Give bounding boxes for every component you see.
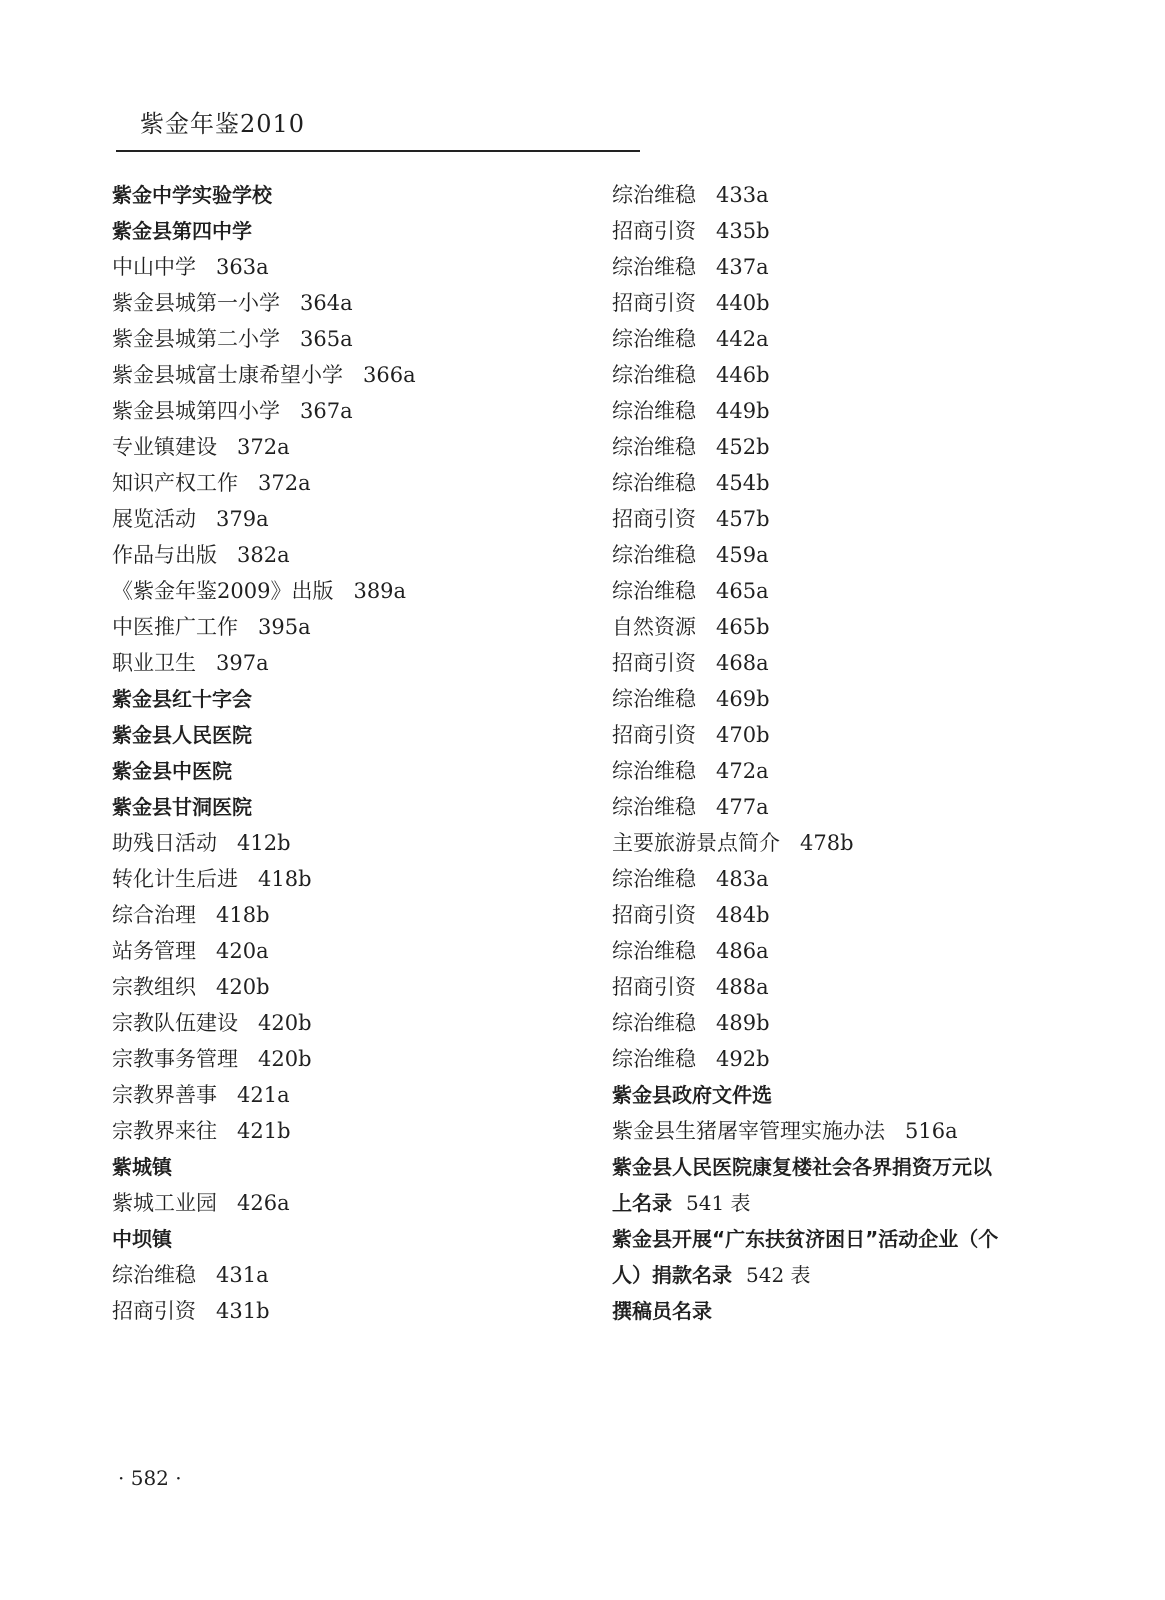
entry-page: 446b bbox=[716, 363, 770, 387]
entry-page: 379a bbox=[216, 507, 269, 531]
index-entry bbox=[612, 645, 1072, 681]
index-entry bbox=[112, 1293, 582, 1329]
entry-page: 541 表 bbox=[686, 1191, 751, 1215]
index-entry bbox=[112, 429, 582, 465]
entry-page: 431a bbox=[216, 1263, 269, 1287]
entry-page: 492b bbox=[716, 1047, 770, 1071]
entry-page: 412b bbox=[237, 831, 291, 855]
entry-page: 465a bbox=[716, 579, 769, 603]
entry-title: 紫金县城第一小学 bbox=[112, 291, 280, 315]
index-entry bbox=[612, 825, 1072, 861]
entry-page: 395a bbox=[258, 615, 311, 639]
entry-title: 宗教界善事 bbox=[112, 1083, 217, 1107]
entry-title: 宗教队伍建设 bbox=[112, 1011, 238, 1035]
index-heading bbox=[112, 681, 582, 717]
entry-page: 420b bbox=[216, 975, 270, 999]
entry-title: 助残日活动 bbox=[112, 831, 217, 855]
entry-page: 372a bbox=[237, 435, 290, 459]
entry-title: 招商引资 bbox=[612, 975, 696, 999]
entry-page: 365a bbox=[300, 327, 353, 351]
entry-page: 483a bbox=[716, 867, 769, 891]
entry-page: 418b bbox=[216, 903, 270, 927]
index-heading bbox=[612, 1293, 1072, 1329]
entry-page: 367a bbox=[300, 399, 353, 423]
entry-title: 宗教界来往 bbox=[112, 1119, 217, 1143]
index-entry bbox=[112, 861, 582, 897]
entry-title: 宗教组织 bbox=[112, 975, 196, 999]
entry-title: 综合治理 bbox=[112, 903, 196, 927]
index-entry bbox=[612, 285, 1072, 321]
index-entry bbox=[612, 1041, 1072, 1077]
entry-title: 招商引资 bbox=[612, 219, 696, 243]
entry-title: 撰稿员名录 bbox=[612, 1299, 712, 1323]
entry-title: 作品与出版 bbox=[112, 543, 217, 567]
entry-page: 364a bbox=[300, 291, 353, 315]
index-entry bbox=[612, 861, 1072, 897]
index-entry bbox=[612, 321, 1072, 357]
entry-page: 433a bbox=[716, 183, 769, 207]
index-entry bbox=[112, 897, 582, 933]
entry-page: 382a bbox=[237, 543, 290, 567]
entry-title-line2: 人）捐款名录 bbox=[612, 1263, 732, 1287]
index-entry bbox=[612, 393, 1072, 429]
entry-page: 454b bbox=[716, 471, 770, 495]
entry-title: 综治维稳 bbox=[612, 1011, 696, 1035]
index-entry bbox=[612, 969, 1072, 1005]
index-entry bbox=[112, 1005, 582, 1041]
entry-title-line1: 紫金县开展“广东扶贫济困日”活动企业（个 bbox=[612, 1227, 999, 1251]
index-entry bbox=[112, 321, 582, 357]
index-entry bbox=[612, 537, 1072, 573]
page-number: · 582 · bbox=[118, 1466, 182, 1490]
entry-title: 专业镇建设 bbox=[112, 435, 217, 459]
index-heading-wrapped bbox=[612, 1149, 1072, 1221]
entry-page: 431b bbox=[216, 1299, 270, 1323]
index-heading bbox=[112, 753, 582, 789]
entry-page: 486a bbox=[716, 939, 769, 963]
entry-page: 421a bbox=[237, 1083, 290, 1107]
index-entry bbox=[612, 609, 1072, 645]
index-entry bbox=[612, 249, 1072, 285]
index-entry bbox=[112, 501, 582, 537]
index-entry bbox=[112, 573, 582, 609]
index-entry bbox=[112, 357, 582, 393]
entry-page: 442a bbox=[716, 327, 769, 351]
index-heading bbox=[112, 213, 582, 249]
index-entry bbox=[112, 825, 582, 861]
entry-title: 综治维稳 bbox=[612, 363, 696, 387]
entry-title: 展览活动 bbox=[112, 507, 196, 531]
entry-title: 综治维稳 bbox=[612, 183, 696, 207]
index-entry bbox=[612, 429, 1072, 465]
index-entry bbox=[612, 681, 1072, 717]
index-entry bbox=[112, 1113, 582, 1149]
entry-page: 459a bbox=[716, 543, 769, 567]
entry-page: 372a bbox=[258, 471, 311, 495]
entry-page: 397a bbox=[216, 651, 269, 675]
entry-title: 紫金县城第二小学 bbox=[112, 327, 280, 351]
entry-page: 426a bbox=[237, 1191, 290, 1215]
entry-title: 紫金县中医院 bbox=[112, 759, 232, 783]
entry-title: 紫金县甘洞医院 bbox=[112, 795, 252, 819]
entry-title: 中坝镇 bbox=[112, 1227, 172, 1251]
entry-page: 469b bbox=[716, 687, 770, 711]
index-heading bbox=[112, 789, 582, 825]
index-heading bbox=[112, 1149, 582, 1185]
entry-page: 420a bbox=[216, 939, 269, 963]
entry-title: 紫金县城富士康希望小学 bbox=[112, 363, 343, 387]
entry-page: 437a bbox=[716, 255, 769, 279]
entry-page: 449b bbox=[716, 399, 770, 423]
entry-page: 366a bbox=[363, 363, 416, 387]
index-entry bbox=[612, 933, 1072, 969]
index-entry bbox=[612, 789, 1072, 825]
entry-title: 中医推广工作 bbox=[112, 615, 238, 639]
entry-title: 中山中学 bbox=[112, 255, 196, 279]
entry-page: 465b bbox=[716, 615, 770, 639]
entry-title: 知识产权工作 bbox=[112, 471, 238, 495]
index-entry bbox=[112, 1185, 582, 1221]
index-entry bbox=[112, 609, 582, 645]
entry-title: 综治维稳 bbox=[612, 795, 696, 819]
entry-page: 363a bbox=[216, 255, 269, 279]
entry-page: 457b bbox=[716, 507, 770, 531]
entry-page: 452b bbox=[716, 435, 770, 459]
entry-title: 综治维稳 bbox=[612, 759, 696, 783]
entry-title: 综治维稳 bbox=[612, 687, 696, 711]
entry-title: 综治维稳 bbox=[612, 435, 696, 459]
index-entry bbox=[112, 1077, 582, 1113]
index-column-right bbox=[612, 177, 1072, 1329]
index-entry bbox=[612, 465, 1072, 501]
entry-page: 489b bbox=[716, 1011, 770, 1035]
entry-title: 综治维稳 bbox=[612, 579, 696, 603]
entry-title: 综治维稳 bbox=[612, 471, 696, 495]
index-entry bbox=[612, 753, 1072, 789]
entry-page: 421b bbox=[237, 1119, 291, 1143]
entry-title: 紫金县城第四小学 bbox=[112, 399, 280, 423]
entry-page: 435b bbox=[716, 219, 770, 243]
entry-page: 420b bbox=[258, 1047, 312, 1071]
entry-title: 紫金县人民医院 bbox=[112, 723, 252, 747]
entry-page: 488a bbox=[716, 975, 769, 999]
entry-page: 472a bbox=[716, 759, 769, 783]
index-heading bbox=[112, 717, 582, 753]
index-entry bbox=[112, 933, 582, 969]
index-entry bbox=[612, 1113, 1072, 1149]
index-entry bbox=[612, 357, 1072, 393]
entry-title: 职业卫生 bbox=[112, 651, 196, 675]
entry-title: 招商引资 bbox=[612, 291, 696, 315]
entry-title-line1: 紫金县人民医院康复楼社会各界捐资万元以 bbox=[612, 1155, 992, 1179]
entry-title: 综治维稳 bbox=[612, 939, 696, 963]
index-entry bbox=[612, 213, 1072, 249]
entry-title: 紫城工业园 bbox=[112, 1191, 217, 1215]
entry-page: 418b bbox=[258, 867, 312, 891]
entry-title: 综治维稳 bbox=[612, 867, 696, 891]
entry-title: 综治维稳 bbox=[612, 255, 696, 279]
entry-title: 《紫金年鉴2009》出版 bbox=[112, 579, 334, 603]
index-entry bbox=[612, 573, 1072, 609]
index-entry bbox=[112, 465, 582, 501]
entry-title: 站务管理 bbox=[112, 939, 196, 963]
entry-page: 516a bbox=[905, 1119, 958, 1143]
entry-title: 综治维稳 bbox=[112, 1263, 196, 1287]
entry-title: 综治维稳 bbox=[612, 327, 696, 351]
entry-title: 主要旅游景点简介 bbox=[612, 831, 780, 855]
index-entry bbox=[612, 717, 1072, 753]
entry-page: 542 表 bbox=[746, 1263, 811, 1287]
entry-title: 紫金县生猪屠宰管理实施办法 bbox=[612, 1119, 885, 1143]
entry-title: 综治维稳 bbox=[612, 543, 696, 567]
entry-title: 紫金中学实验学校 bbox=[112, 183, 272, 207]
entry-title: 紫金县政府文件选 bbox=[612, 1083, 772, 1107]
entry-title: 紫城镇 bbox=[112, 1155, 172, 1179]
index-entry bbox=[112, 645, 582, 681]
entry-page: 389a bbox=[353, 579, 407, 603]
index-heading bbox=[112, 177, 582, 213]
index-entry bbox=[612, 501, 1072, 537]
index-column-left bbox=[112, 177, 582, 1329]
index-entry bbox=[112, 1041, 582, 1077]
index-entry bbox=[612, 897, 1072, 933]
index-entry bbox=[612, 177, 1072, 213]
entry-title: 综治维稳 bbox=[612, 1047, 696, 1071]
entry-title: 宗教事务管理 bbox=[112, 1047, 238, 1071]
entry-page: 470b bbox=[716, 723, 770, 747]
entry-title: 自然资源 bbox=[612, 615, 696, 639]
index-entry bbox=[112, 249, 582, 285]
index-entry bbox=[112, 285, 582, 321]
entry-page: 477a bbox=[716, 795, 769, 819]
index-entry bbox=[112, 1257, 582, 1293]
entry-page: 440b bbox=[716, 291, 770, 315]
index-entry bbox=[612, 1005, 1072, 1041]
header-rule bbox=[116, 150, 640, 152]
entry-title: 招商引资 bbox=[612, 651, 696, 675]
index-entry bbox=[112, 969, 582, 1005]
index-entry bbox=[112, 393, 582, 429]
entry-page: 420b bbox=[258, 1011, 312, 1035]
entry-title: 招商引资 bbox=[612, 507, 696, 531]
entry-title: 转化计生后进 bbox=[112, 867, 238, 891]
entry-page: 478b bbox=[800, 831, 854, 855]
entry-title: 招商引资 bbox=[112, 1299, 196, 1323]
entry-title-line2: 上名录 bbox=[612, 1191, 672, 1215]
entry-title: 综治维稳 bbox=[612, 399, 696, 423]
index-heading bbox=[112, 1221, 582, 1257]
index-heading-wrapped bbox=[612, 1221, 1072, 1293]
entry-title: 紫金县第四中学 bbox=[112, 219, 252, 243]
entry-page: 484b bbox=[716, 903, 770, 927]
entry-title: 紫金县红十字会 bbox=[112, 687, 252, 711]
entry-title: 招商引资 bbox=[612, 723, 696, 747]
running-header: 紫金年鉴2010 bbox=[140, 110, 306, 138]
index-heading bbox=[612, 1077, 1072, 1113]
index-entry bbox=[112, 537, 582, 573]
entry-page: 468a bbox=[716, 651, 769, 675]
entry-title: 招商引资 bbox=[612, 903, 696, 927]
